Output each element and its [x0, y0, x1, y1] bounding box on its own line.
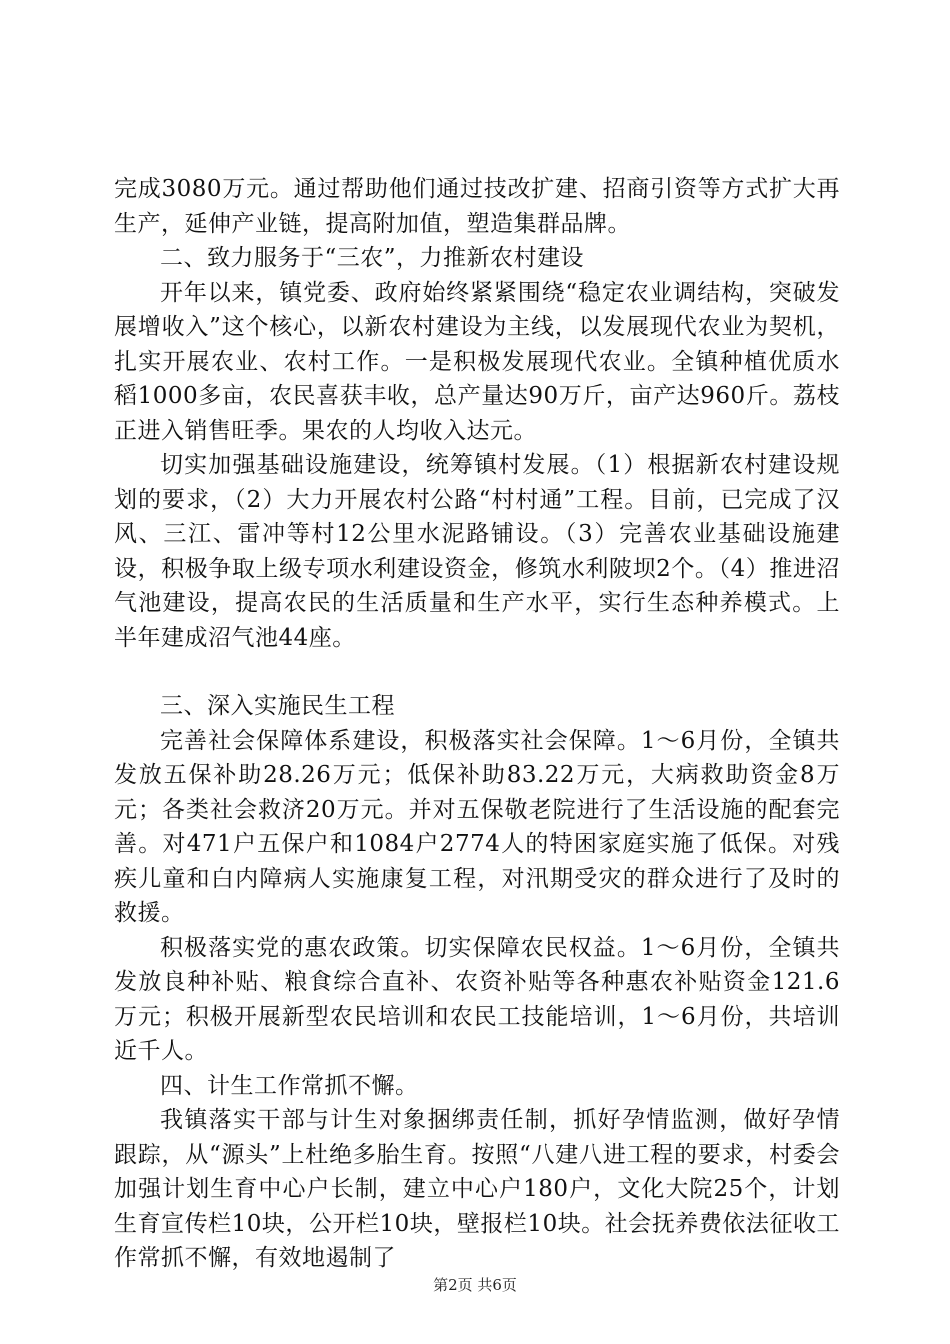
- paragraph-social-security: 完善社会保障体系建设，积极落实社会保障。1～6月份，全镇共发放五保补助28.26万元；低保补助83.22万元，大病救助资金8万元；各类社会救济20万元。并对五保敬老院进行了生活设施的配套完善。对471户五保户和1084户2774人的特困家庭实施了低保。对残疾儿童和白内障病人实施康复工程，对汛期受灾的群众进行了及时的救援。: [114, 727, 840, 926]
- section-heading-4: 四、计生工作常抓不懈。: [160, 1072, 419, 1099]
- paragraph-agriculture: 开年以来，镇党委、政府始终紧紧围绕“稳定农业调结构，突破发展增收入”这个核心，以新农村建设为主线，以发展现代农业为契机，扎实开展农业、农村工作。一是积极发展现代农业。全镇种植优质水稻1000多亩，农民喜获丰收，总产量达90万斤，亩产达960斤。荔枝正进入销售旺季。果农的人均收入达元。: [114, 279, 840, 444]
- paragraph-policy: 积极落实党的惠农政策。切实保障农民权益。1～6月份，全镇共发放良种补贴、粮食综合直补、农资补贴等各种惠农补贴资金121.6万元；积极开展新型农民培训和农民工技能培训，1～6月份，共培训近千人。: [114, 934, 840, 1064]
- paragraph-continuation: 完成3080万元。通过帮助他们通过技改扩建、招商引资等方式扩大再生产，延伸产业链，提高附加值，塑造集群品牌。: [114, 176, 840, 237]
- section-heading-2: 二、致力服务于“三农”，力推新农村建设: [160, 245, 585, 271]
- paragraph-family-planning: 我镇落实干部与计生对象捆绑责任制，抓好孕情监测，做好孕情跟踪，从“源头”上杜绝多胎生育。按照“八建八进工程的要求，村委会加强计划生育中心户长制，建立中心户180户，文化大院25个，计划生育宣传栏10块，公开栏10块，壁报栏10块。社会抚养费依法征收工作常抓不懈，有效地遏制了: [114, 1107, 840, 1271]
- page-footer: 第2页 共6页: [433, 1276, 517, 1294]
- paragraph-infrastructure: 切实加强基础设施建设，统筹镇村发展。（1）根据新农村建设规划的要求，（2）大力开展农村公路“村村通”工程。目前，已完成了汉风、三江、雷冲等村12公里水泥路铺设。（3）完善农业基础设施建设，积极争取上级专项水利建设资金，修筑水利陂坝2个。（4）推进沼气池建设，提高农民的生活质量和生产水平，实行生态种养模式。上半年建成沼气池44座。: [114, 452, 840, 651]
- section-heading-3: 三、深入实施民生工程: [160, 693, 395, 719]
- document-body: [114, 172, 840, 1276]
